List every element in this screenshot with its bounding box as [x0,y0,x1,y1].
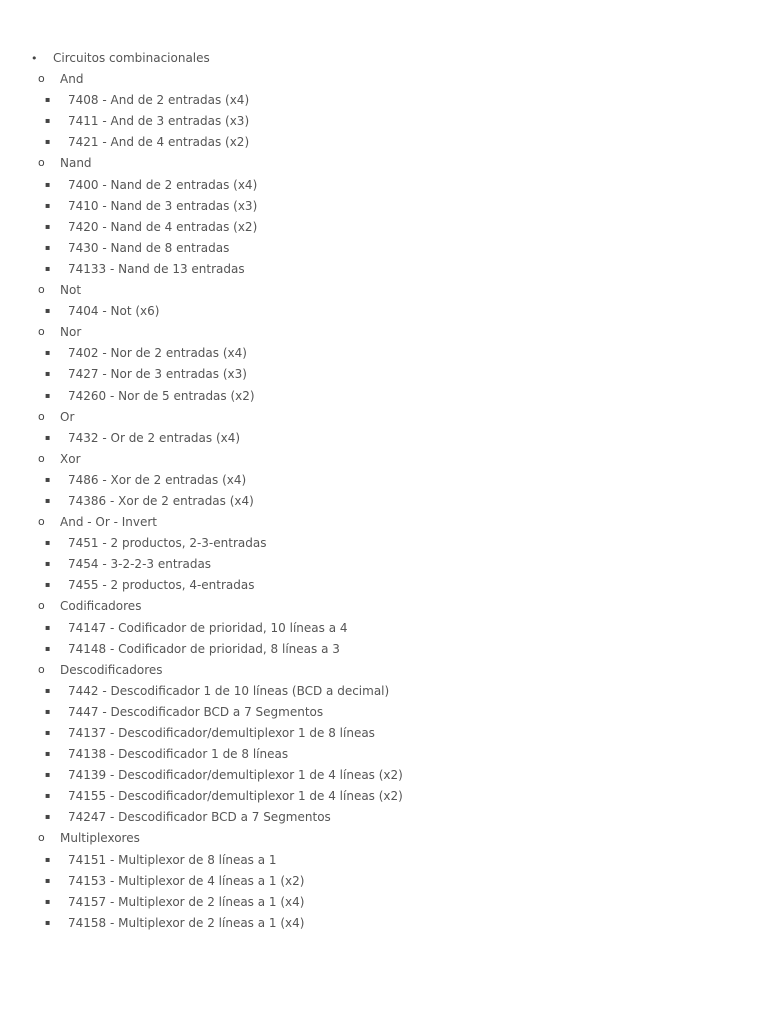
bullet-square-icon: ▪ [45,728,51,737]
list-item [0,913,768,934]
bullet-square-icon: ▪ [45,179,51,189]
group-heading [0,596,768,617]
bullet-square-icon: ▪ [45,622,51,632]
list-item [0,850,768,871]
bullet-square-icon: ▪ [45,242,51,252]
bullet-square-icon: ▪ [45,348,51,358]
bullet-square-icon: ▪ [45,495,51,505]
bullet-circle-icon: o [38,831,45,845]
list-item-text: 74386 - Xor de 2 entradas (x4) [68,493,254,508]
list-item-text: 7442 - Descodificador 1 de 10 líneas (BCD a decimal) [68,683,390,698]
list-item-text: 7451 - 2 productos, 2-3-entradas [68,536,267,551]
list-item [0,301,768,322]
list-item [0,744,768,765]
list-item-text: 74247 - Descodificador BCD a 7 Segmentos [68,810,331,825]
bullet-square-icon: ▪ [45,369,51,379]
list-item [0,702,768,723]
list-item [0,765,768,786]
bullet-circle-icon: o [38,283,45,297]
list-item-text: 74147 - Codificador de prioridad, 10 líneas a 4 [68,620,348,635]
list-item [0,892,768,913]
bullet-square-icon: ▪ [45,538,51,548]
list-item-text: 7432 - Or de 2 entradas (x4) [68,430,241,445]
group-heading-text: Codificadores [60,599,142,614]
list-item-text: 74153 - Multiplexor de 4 líneas a 1 (x2) [68,873,305,888]
group-heading [0,280,768,301]
group-heading-text: Xor [60,451,81,466]
bullet-square-icon: ▪ [45,432,51,442]
bullet-square-icon: ▪ [45,770,51,780]
document-body [0,48,768,934]
list-item-text: 74158 - Multiplexor de 2 líneas a 1 (x4) [68,915,305,930]
list-item [0,90,768,111]
group-heading-text: Multiplexores [60,831,140,846]
group-heading-text: Not [60,283,82,298]
bullet-square-icon: ▪ [45,221,51,231]
list-item-text: 74133 - Nand de 13 entradas [68,261,245,276]
list-item-text: 74155 - Descodificador/demultiplexor 1 de 4 líneas (x2) [68,789,403,804]
bullet-square-icon: ▪ [45,306,51,316]
list-item [0,871,768,892]
bullet-square-icon: ▪ [45,812,51,822]
list-item-text: 7427 - Nor de 3 entradas (x3) [68,367,247,382]
group-heading [0,660,768,681]
bullet-square-icon: ▪ [45,749,51,759]
bullet-square-icon: ▪ [45,95,51,105]
bullet-circle-icon: o [38,325,45,339]
list-item [0,533,768,554]
list-item [0,681,768,702]
bullet-square-icon: ▪ [45,896,51,906]
list-item [0,132,768,153]
group-heading [0,449,768,470]
group-heading-text: Nand [60,156,92,171]
list-item-text: 74260 - Nor de 5 entradas (x2) [68,388,255,403]
list-item [0,386,768,407]
bullet-square-icon: ▪ [45,875,51,885]
bullet-circle-icon: o [38,451,45,465]
group-heading [0,828,768,849]
bullet-square-icon: ▪ [45,116,51,126]
list-item [0,807,768,828]
list-item-text: 7420 - Nand de 4 entradas (x2) [68,219,258,234]
list-item-text: 74148 - Codificador de prioridad, 8 líneas a 3 [68,641,340,656]
list-item [0,196,768,217]
group-heading-text: And - Or - Invert [60,515,157,530]
list-item-text: 7400 - Nand de 2 entradas (x4) [68,177,258,192]
bullet-circle-icon: o [38,409,45,423]
list-item-text: 7410 - Nand de 3 entradas (x3) [68,198,258,213]
bullet-square-icon: ▪ [45,643,51,653]
bullet-square-icon: ▪ [45,137,51,147]
group-list [0,69,768,934]
list-item-text: 74138 - Descodificador 1 de 8 líneas [68,747,289,762]
bullet-square-icon: ▪ [45,263,51,273]
bullet-square-icon: ▪ [45,706,51,716]
bullet-circle-icon: o [38,156,45,170]
list-item-text: 74157 - Multiplexor de 2 líneas a 1 (x4) [68,894,305,909]
list-heading [0,48,768,69]
bullet-square-icon: ▪ [45,791,51,801]
bullet-square-icon: ▪ [45,559,51,569]
list-item [0,491,768,512]
bullet-square-icon: ▪ [45,580,51,590]
list-item [0,238,768,259]
list-item [0,111,768,132]
list-item-text: 7408 - And de 2 entradas (x4) [68,93,250,108]
list-item [0,428,768,449]
bullet-circle-icon: o [38,662,45,676]
list-item-text: 7455 - 2 productos, 4-entradas [68,578,255,593]
list-item-text: 7454 - 3-2-2-3 entradas [68,557,212,572]
bullet-square-icon: ▪ [45,685,51,695]
list-item [0,175,768,196]
list-item-text: 7447 - Descodificador BCD a 7 Segmentos [68,704,324,719]
group-heading-text: And [60,72,84,87]
group-heading-text: Descodificadores [60,662,163,677]
list-item [0,618,768,639]
bullet-circle-icon: o [38,72,45,86]
list-item [0,259,768,280]
group-heading [0,153,768,174]
list-item-text: 74137 - Descodificador/demultiplexor 1 de 8 líneas [68,726,375,740]
list-item-text: 74139 - Descodificador/demultiplexor 1 de 4 líneas (x2) [68,768,403,783]
group-heading [0,512,768,533]
list-item [0,575,768,596]
group-heading-text: Or [60,409,75,424]
group-heading [0,69,768,90]
list-item-text: 7411 - And de 3 entradas (x3) [68,114,250,129]
bullet-square-icon: ▪ [45,854,51,864]
list-item-text: 74151 - Multiplexor de 8 líneas a 1 [68,852,277,867]
list-item-text: 7404 - Not (x6) [68,304,160,319]
bullet-square-icon: ▪ [45,200,51,210]
list-item-text: 7486 - Xor de 2 entradas (x4) [68,472,247,487]
list-item [0,470,768,491]
list-item-text: 7402 - Nor de 2 entradas (x4) [68,346,247,361]
group-heading [0,322,768,343]
list-item-text: 7430 - Nand de 8 entradas [68,240,230,255]
bullet-circle-icon: o [38,515,45,529]
group-heading-text: Nor [60,325,82,340]
list-item [0,723,768,744]
list-heading-text: Circuitos combinacionales [53,51,210,65]
list-item [0,639,768,660]
list-item [0,364,768,385]
bullet-square-icon: ▪ [45,917,51,927]
list-item-text: 7421 - And de 4 entradas (x2) [68,135,250,150]
bullet-square-icon: ▪ [45,474,51,484]
list-item [0,786,768,807]
group-heading [0,407,768,428]
bullet-square-icon: ▪ [45,390,51,400]
bullet-circle-icon: o [38,599,45,613]
bullet-disc-icon: • [31,52,38,65]
list-item [0,554,768,575]
list-item [0,343,768,364]
list-item [0,217,768,238]
